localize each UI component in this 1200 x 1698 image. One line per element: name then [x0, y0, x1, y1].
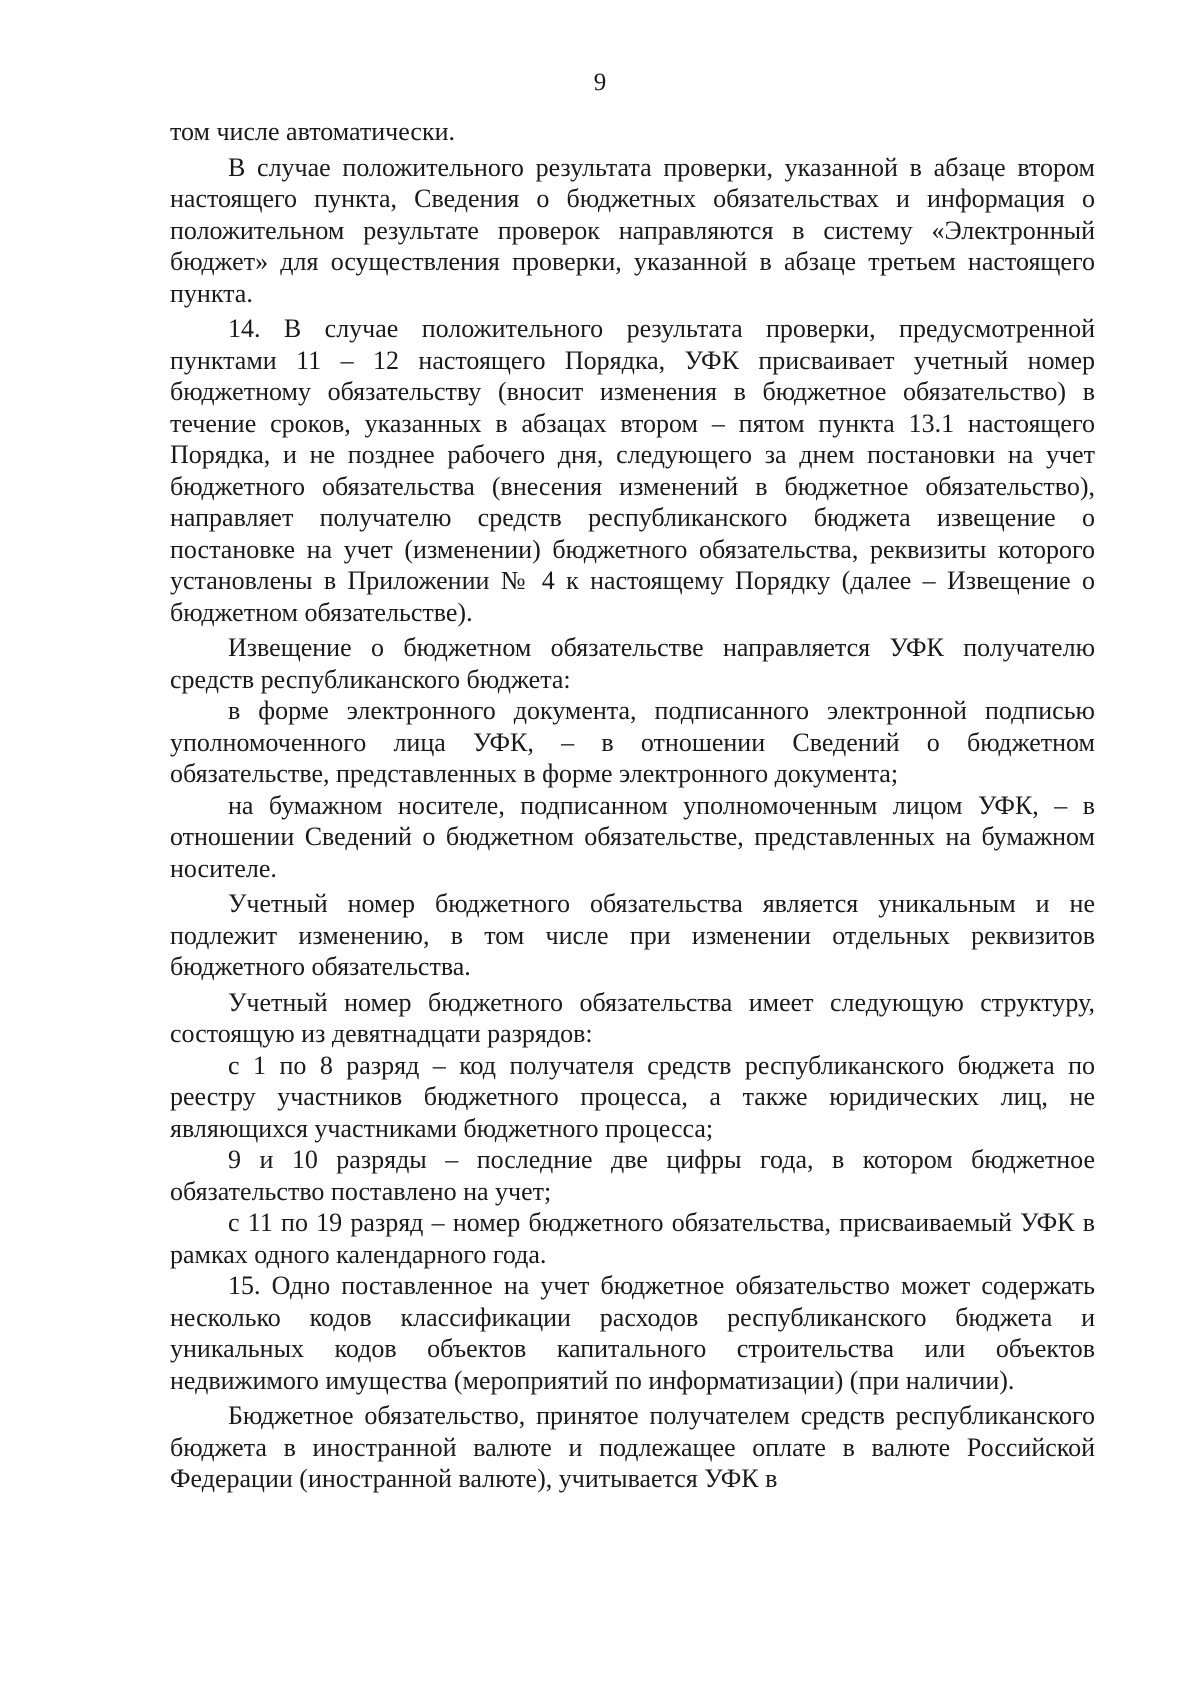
paragraph-electronic-form: в форме электронного документа, подписанного электронной подписью уполномоченного лица УФК, – в отношении Сведений о бюджетном обязательстве, представленных в форме электронного документа;: [170, 696, 1095, 788]
page-number: 9: [593, 69, 607, 96]
paragraph-item-15: 15. Одно поставленное на учет бюджетное обязательство может содержать несколько кодов классификации расходов республиканского бюджета и уникальных кодов объектов капитального строительства или объектов недвижимого имущества (мероприятий по информатизации) (при наличии).: [170, 1271, 1095, 1395]
paragraph-number-structure: Учетный номер бюджетного обязательства имеет следующую структуру, состоящую из девятнадцати разрядов:: [170, 987, 1095, 1048]
paragraph-unique-number: Учетный номер бюджетного обязательства является уникальным и не подлежит изменению, в том числе при изменении отдельных реквизитов бюджетного обязательства.: [170, 889, 1095, 981]
paragraph-notice-sent: Извещение о бюджетном обязательстве направляется УФК получателю средств республиканского бюджета:: [170, 633, 1095, 694]
document-body: [170, 116, 1095, 1495]
paragraph-continuation: том числе автоматически.: [170, 117, 455, 146]
paragraph-paper-form: на бумажном носителе, подписанном уполномоченным лицом УФК, – в отношении Сведений о бюджетном обязательстве, представленных на бумажном носителе.: [170, 790, 1095, 883]
paragraph-item-14: 14. В случае положительного результата проверки, предусмотренной пунктами 11 – 12 настоящего Порядка, УФК присваивает учетный номер бюджетному обязательству (вносит изменения в бюджетное обязательство) в течение сроков, указанных в абзацах втором – пятом пункта 13.1 настоящего Порядка, и не позднее рабочего дня, следующего за днем постановки на учет бюджетного обязательства (внесения изменений в бюджетное обязательство), направляет получателю средств республиканского бюджета извещение о постановке на учет (изменении) бюджетного обязательства, реквизиты которого установлены в Приложении № 4 к настоящему Порядку (далее – Извещение о бюджетном обязательстве).: [170, 314, 1095, 627]
paragraph-foreign-currency: Бюджетное обязательство, принятое получателем средств республиканского бюджета в иностранной валюте и подлежащее оплате в валюте Российской Федерации (иностранной валюте), учитывается УФК в: [170, 1401, 1095, 1493]
paragraph-digits-11-19: с 11 по 19 разряд – номер бюджетного обязательства, присваиваемый УФК в рамках одного календарного года.: [170, 1208, 1095, 1269]
paragraph-positive-check: В случае положительного результата проверки, указанной в абзаце втором настоящего пункта, Сведения о бюджетных обязательствах и информация о положительном результате проверок направляются в систему «Электронный бюджет» для осуществления проверки, указанной в абзаце третьем настоящего пункта.: [170, 152, 1095, 308]
paragraph-digits-9-10: 9 и 10 разряды – последние две цифры года, в котором бюджетное обязательство поставлено на учет;: [170, 1145, 1095, 1206]
paragraph-digits-1-8: с 1 по 8 разряд – код получателя средств республиканского бюджета по реестру участников бюджетного процесса, а также юридических лиц, не являющихся участниками бюджетного процесса;: [170, 1050, 1095, 1143]
